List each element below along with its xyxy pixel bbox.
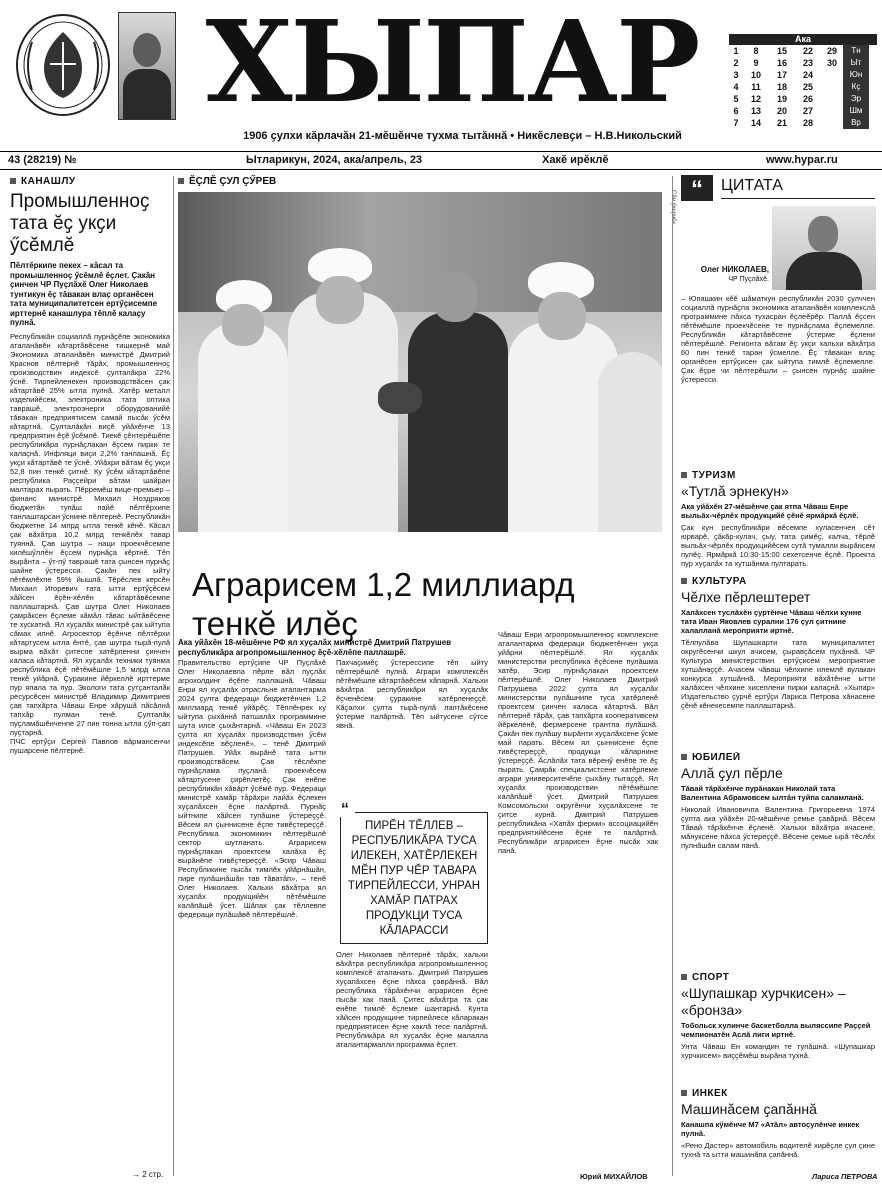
calendar-day: 4 [733,82,739,92]
emblem-crest-icon [14,12,112,118]
calendar-day: 12 [750,94,761,104]
tourism-body: Ҫак кун республикӑри вӗсемпе хуласенчен сӗт юрварӗ, ҫӑкӑр-кулач, ҫыу, тата ҫимӗҫ, калча, тӗрлӗ выльӑх-чӗрлӗх продукцийӗсем сутӑ тумалли вырӑнсем пулӗҫ. Ярмӑркӑ 10:30-15:00 сехетсенче ӗҫлӗ. Проекта пур хуҫалӑх та хутшӑнма пултарать. [681,523,875,568]
tourism-lead: Ака уйӑхӗн 27-мӗшӗнче ҫак ятпа Чӑваш Енре выльӑх-чӗрлӗх продукцийӗ ҫӗнӗ ярмӑркӑ ӗҫлӗ. [681,502,859,520]
rubric-label: ӖҪЛӖ ҪУЛ ҪӲРЕВ [189,176,277,187]
article-tourism [681,470,875,570]
calendar-day: 1 [733,46,739,56]
founding-line: 1906 ҫулхи кӑрлачӑн 21-мӗшӗнче тухма тытӑннӑ • Никӗслевҫи – Н.В.Никольский [243,130,682,142]
photo-credit: Сӑн ӳкерчӗк [670,190,676,224]
article-jubilee [681,752,875,972]
article-sport [681,972,875,1092]
calendar-day: 7 [733,118,739,128]
calendar-day: 30 [826,58,837,68]
main-body-3: Чӑваш Енри агропромышленноҫ комплексне аталантарма федераци бюджетӗнчен укҫа уйӑрни пӗлтерӗшлӗ. Ял хуҫалӑх министерстви республика ӗҫӗсене пулӑшма хатӗр. Эсир пурнӑҫлакан проектсем пӗлтерӗшлӗ. Олег Николаев Дмитрий Патрушева 2022 ҫулта ял хуҫалӑх министерстви пулӑшнипе туса хатӗрленӗ проектсем ҫинчен каласа кӑтартнӑ. Вӑл пӗлтернӗ тӑрӑх, ҫав тапхӑрта кооперативсем йӗркеленӗ, фермерсене грантпа пулӑшнӑ. Ҫакӑн пек пулӑшу вырӑнти хуҫалӑхсене ӳсме май парать. Вӗсем ял ҫыннисене ӗҫпе тивӗҫтереҫҫӗ, продукци кӑларнине ӳстереҫҫӗ. Ӑслӑлӑх тата вӗренӳ енӗпе те ӗҫ пырать. Ҫамрӑк специалистсене хатӗрлеме аграри университечӗпе ҫыхӑну тытаҫҫӗ. Ял хуҫалӑх производствин пӗтӗмӗшле калӑпӑшӗ ӳсет. Дмитрий Патрушев Комсомольски округӗнчи хуҫалӑхсене те ҫитсе курнӑ. Дмитрий Патрушев республикӑна «Хапӑх ферми» ассоциацийӗн предприятийӗсене ӗҫне те палӑртнӑ. Республикӑри аграрисен ӗҫне пысӑк хак панӑ. [498,630,658,855]
rubric-marker-icon [178,178,184,184]
culture-body: Тӗлпулӑва Шупашкарти тата муниципалитет округӗсенчи шкул ачисем, ҫыравҫӑсем пухӑннӑ. ЧР Культура министерствин ертӳҫисем мероприятие хутшӑнаҫҫӗ. Ачасем чӑваш чӗлхипе илемлӗ вулакан конкурса хутшӑннӑ. Мероприяти вӑхӑтӗнче ытти халӑхсен чӗлхине хисеплени пирки калаҫнӑ. «Хыпар» Издательство ҫурчӗ ертӳҫи Лариса Петрова хӑнасене ҫӗнӗ кӗнекесемпе паллаштарнӑ. [681,638,875,710]
jubilee-headline: Аллӑ ҫул пӗрле [681,765,783,781]
left-continued: ПЧС ертӳҫи Сергей Павлов вӑрмансенчи пушарсене пӗлтернӗ. [10,736,170,755]
main-column-2b [336,950,488,1170]
quote-mark-icon: “ [335,803,355,817]
calendar-day: 15 [776,46,787,56]
price-label: Хакӗ ирӗклӗ [542,154,609,166]
calendar-day [821,117,843,129]
culture-headline: Чӗлхе пӗрлештерет [681,589,811,605]
calendar-day: 6 [733,106,739,116]
main-lead: Ака уйӑхӗн 18-мӗшӗнче РФ ял хуҫалӑх министрӗ Дмитрий Патрушев республикӑра агропромышленноҫ ӗҫӗ-хӗлӗпе паллашрӗ. [178,638,452,657]
jubilee-lead: Тӑвай тӑрӑхӗнче пурӑнакан Николай тата Валентина Абрамовсем ылтӑн туйпа саламланӑ. [681,784,864,802]
calendar-day: 16 [776,58,787,68]
calendar-weekday: Кҫ [843,81,869,93]
pull-quote-text: ПИРӖН ТӖЛЛЕВ – РЕСПУБЛИКӐРА ТУСА ИЛЕКЕН, ХАТӖРЛЕКЕН МӖН ПУР ЧӖР ТАВАРА ТИРПЕЙЛЕССИ, УНРАН ХАМӐР ПАТРАХ ПРОДУКЦИ ТУСА КӐЛАРАССИ [347,820,481,937]
culture-lead: Халӑхсен туслӑхӗн ҫуртӗнче Чӑваш чӗлхи кунне тата Иван Яковлев сурални 176 ҫул ҫитнине халалланӑ мероприяти иртнӗ. [681,608,862,635]
rubric-marker-icon [681,1090,687,1096]
calendar-day: 19 [776,94,787,104]
calendar-day: 20 [776,106,787,116]
calendar-day: 18 [776,82,787,92]
calendar-day [821,105,843,117]
calendar-day: 27 [802,106,813,116]
calendar-weekday: Ыт [843,57,869,69]
calendar-day: 8 [753,46,759,56]
main-body-1: Правительство ертӳҫипе ЧР Пуҫлӑхӗ Олег Николаевпа пӗрле вӑл пуҫлӑх агрохолдинг ӗҫӗпе паллашнӑ. Чӑваш Енри ял хуҫалӑх отрасльне аталантарма 2024 ҫулта федераци бюджетӗнчен 1,2 миллиард тенкӗ уйӑрӗҫ. Тӗплӗнрех ку ыйтупа ҫыхӑннӑ патшалӑх программине шута илсе ҫыхӑнтарнӑ. «Чӑваш Ен 2023 ҫулта ял хуҫалӑх производствин ӳсӗм индексӗпе вӗҫленӗ», – тенӗ Дмитрий Патрушев. Уйӑх вырӑнӗ тата ытти производствӑсем. Ҫав тӗслӗхпе пурнӑҫлама пуҫланӑ проекчӗсем кӑтартусене ҫирӗплетӗҫ. Ҫак енӗпе республикӑн хӑвӑрт ӳсӗмӗ пур. Федераци министрӗ хамӑр тӑрӑхри лайӑх ӗҫлекен хуҫалӑхсен ӗҫне палӑртнӑ. Пурнӑҫ ыйтнипе хӑйсен тупӑшне ӳстереҫҫӗ. Вӗсем ял ҫыннисене ӗҫпе тивӗҫтереҫҫӗ. Республика экономикин пӗлтерӗшлӗ сектор шутланать. Аграрисем пурнӑҫлакан проектсем халӑха ӗҫ вырӑнӗпе тивӗҫтереҫҫӗ. «Эсир Чӑваш Республикине пысӑк тимлӗх уйӑрнӑшӑн, пире пулӑшнӑшӑн тав тӑватӑп», – тенӗ Олег Николаев. Хальхи вӑхӑтра ял хуҫалӑх продукцийӗн пӗтӗмӗшле калӑпӑшӗ ӳсет. Шӑпах ҫак тӗллевпе федераци пулӑшӑвӗ пӗлтерӗшлӗ. [178,658,326,919]
calendar-day: 24 [802,70,813,80]
sport-headline: «Шупашкар хурчкисен» – «бронза» [681,985,846,1018]
calendar-day: 5 [733,94,739,104]
rubric-label: ТУРИЗМ [692,470,736,481]
article-incident [681,1088,875,1168]
rubric-label: КУЛЬТУРА [692,576,747,587]
calendar-day: 17 [776,70,787,80]
rubric-label: СПОРТ [692,972,730,983]
issue-date: Ытларикун, 2024, ака/апрель, 23 [246,154,423,166]
calendar-day: 10 [750,70,761,80]
quote-position: ЧР Пуҫлӑхӗ. [728,276,769,283]
calendar-day [821,93,843,105]
calendar-day: 2 [733,58,739,68]
calendar-day: 14 [750,118,761,128]
quote-text: – Юпашкин кӗӗ шӑматкун республикӑн 2030 ҫулччен социаллӑ пурнӑҫпа экономика аталанӑвӗн комплекслӑ программине пӑхса тухасран ӗҫлеӗрӗр. Паллӑ ӗҫсен пӗтӗмӗшле проекчӗсене те пурнӑҫлама ӗҫлемелле. Республикӑн кӑтартӑвӗсене ӳстерме ӗҫлени пӗлтерӗшлӗ. Регионта вӑтам ӗҫ укҫи хальхи вӑхӑтра 60 пин тенкӗ таран ӳсмелле. Ӗҫ тӑвакан влаҫ органӗсен ертӳҫисен ҫак ыйтупа тимлӗ ӗҫлемелле. Ҫак ӗҫре чи пӗлтерӗшли – ҫынсен пурнӑҫ шайне ӳстересси. [681,294,875,384]
quote-name: Олег НИКОЛАЕВ, [700,265,769,274]
calendar-day: 26 [802,94,813,104]
right-author: Лариса ПЕТРОВА [812,1172,878,1181]
calendar-weekday: Тн [843,45,869,57]
issue-number: 43 (28219) № [8,154,77,166]
rubric-marker-icon [10,178,16,184]
rubric-marker-icon [681,578,687,584]
main-body-2: Пахчаҫимӗҫ ӳстерессипе тӗп ыйту пӗлтерӗшлӗ пулнӑ. Аграри комплексӗн пӗтӗмӗшле кӑтартӑвӗсем хӑпарнӑ. Хальхи вӑхӑтра республикӑри ял хуҫалӑх ӗҫченӗсем ҫуракине хатӗрленеҫҫӗ. Кӑҫалхи ҫулта тырӑ-пулӑ лаптӑкӗсене ӳстерме палӑртнӑ. Тӗп ыйтусене сӳтсе явнӑ. [336,658,488,730]
column-divider [672,176,673,1176]
calendar-day: 13 [750,106,761,116]
rubric-marker-icon [681,974,687,980]
calendar-weekday: Шм [843,105,869,117]
newspaper-title: ХЫПАР [205,0,699,128]
rubric-label: ИНКЕК [692,1088,728,1099]
issue-info-bar [0,151,882,170]
quote-text-block [681,294,875,459]
article-culture [681,576,875,746]
calendar-day [821,69,843,81]
rubric-label: ЮБИЛЕЙ [692,752,741,763]
continued-reference[interactable]: → 2 стр. [132,1170,164,1179]
incident-lead: Канашпа кӳмӗнче М7 «Атӑл» автоҫулӗнче инкек пулнӑ. [681,1120,860,1138]
main-body-2b: Олег Николаев пӗлтернӗ тӑрӑх, хальхи вӑхӑтра республикӑра агропромышленноҫ комплексӗ аталанать. Дмитрий Патрушев хуҫалӑхсен ӗҫне пӑхса ҫаврӑннӑ. Вӑл республика тӑрӑхӗнчи аграрисен ӗҫне пысӑк хак панӑ. Ҫитес вӑхӑтра та ҫак енӗпе тимлӗ ӗҫлеме шантарнӑ. Кунта хӑйсен продукцине тирпейлесе кӑларакан предприятисен ӗҫне хаклӑ тесе палӑртнӑ. Республикӑра ял хуҫалӑх ӗҫне малалла аталантармалли программа ӗҫлет. [336,950,488,1049]
calendar-month: Ака [729,34,877,45]
calendar-day: 3 [733,70,739,80]
main-headline: Аграрисем 1,2 миллиард тенкӗ илӗҫ [192,566,575,643]
rubric-marker-icon [681,754,687,760]
quote-icon: “ [681,175,713,201]
incident-body: «Рено Дастер» автомобиль водителӗ хирӗҫле ҫул ҫине тухнӑ та ытти машинӑпа ҫапӑннӑ. [681,1141,875,1159]
main-column-1 [178,658,326,1170]
pull-quote [340,801,488,944]
main-author: Юрий МИХАЙЛОВ [580,1172,648,1181]
calendar-day: 29 [826,46,837,56]
main-photo [178,192,662,532]
rubric-marker-icon [681,472,687,478]
calendar [729,34,877,130]
sport-lead: Тобольск хулинче баскетболла выляссипе Раҫҫей чемпионатӗн Аслӑ лиги иртнӗ. [681,1021,871,1039]
quote-header [681,175,875,203]
incident-headline: Машинӑсем ҫапӑннӑ [681,1101,817,1117]
website-link[interactable]: www.hypar.ru [766,154,838,166]
calendar-weekday: Эр [843,93,869,105]
jubilee-body: Николай Ивановичпа Валентина Григорьевна 1974 ҫулта ака уйӑхӗн 20-мӗшӗнче ҫемье ҫавӑрнӑ. Вӗсем Тӑвай тӑрӑхӗнче ӗҫленӗ. Хальхи вӑхӑтра ачасене, мӑнуксене пӑхса ӳстереҫҫӗ. Вӗсене ҫемье ырӑ тӗслӗх пулнӑшӑн салам панӑ. [681,805,875,850]
calendar-day: 22 [802,46,813,56]
main-column-2 [336,658,488,806]
tourism-headline: «Тутлӑ эрнекун» [681,483,789,499]
calendar-weekday: Юн [843,69,869,81]
calendar-grid [729,45,877,129]
rubric-label: КАНАШЛУ [21,176,76,187]
calendar-day: 9 [753,58,759,68]
calendar-weekday: Вр [843,117,869,129]
column-divider [173,176,174,1176]
left-headline: Промышленноҫ тата ӗҫ укҫи ӳсӗмлӗ [10,191,150,256]
founder-portrait [118,12,176,120]
main-column-3 [498,630,658,1170]
calendar-day: 11 [751,82,761,92]
left-body: Республикӑн социаллӑ пурнӑҫӗпе экономика аталанӑвӗн кӑтартӑвӗсене тишкернӗ май Экономика аталанӑвӗн министрӗ Дмитрий Краснов пӗлтернӗ тӑрӑх, промышленноҫ производствин индексӗ ҫулталӑкра 22% ӳснӗ. Тирпейленекен производствӑсен ҫак кӑтартӑвӗ 25% ытла пулнӑ. Хатӗр металл изделийӗсем, электроника тата оптика таврашӗ, электроэнерги оборудованийӗ тӑвакан предприятисем самай пысӑк ӳсӗм кӑтартнӑ. Ҫулталӑкӑн виҫӗ уйӑхӗнче 13 предприятин ӗҫӗ ӳсӗмлӗ. Тиекӗ ҫӗнтерӗшӗпе республикӑра пурнӑҫлакан ӗҫсем пирки те калаҫнӑ. Инфляци виҫи 2,2% танлашнӑ. Ӗҫ укҫи кӑтартӑвӗ те ӳснӗ. Уйӑхри вӑтам ӗҫ укҫи 52,8 пин тенкӗ ҫитнӗ. Ку ӳсӗм кӑтартӑвӗпе республика Раҫҫейри вӑтам шайран малтарах пырать. Пӗрремӗш вице-премьер – финанс министрӗ Михаил Ноздряков бюджетӑн тупӑш пайӗ пӗлтӗрхипе танлаштарсан ӳснине пӗлтернӗ. Республикӑн бюджетне 14 млрд ытла тенкӗ кӗнӗ. Кӑсал ҫак вӑхӑтра 10,2 млрд тенкӗлӗх тавар туяннӑ. Ҫав шутра – наци проекчӗсемпе килӗшӳллӗн ӗҫсем пурнӑҫа кӗртнӗ. Тӗп вырӑнта – ӳт-пӳ таврашӗ тата ҫынсен пурнӑҫ шайне ӳстересси. Ҫакӑн пек ыйту пӗтӗмлӗхпе 59% йышлӑ. Тӗрӗслев керсӗн Михаил Игоревич тата ытти ертӳҫӗсем хӑйсен ӗҫӗн-хӗлӗн кӑтартӑвӗсемпе паллаштарнӑ. Ҫав шутра Олег Николаев ҫамрӑксен ӗҫлеме кӑмӑл тӑвас ыйтӑвӗсене те хускатнӑ. Ял хуҫалӑх министрӗ ҫак ыйтупа сӑмах илнӗ. Агросектор ӗҫӗнче пӗлтӗрхи кӑтартусем ытла ӗнтӗ, ҫав шутра тырӑ-пулӑ вырма вӑхӑт ҫитеспе хатӗрленни ҫинчен каласа кӑтартнӑ. Ял хуҫалӑх техники туянма республика ӗҫӗ пӗтӗмӗшле 1,5 млрд ытла тенкӗ уйӑрнӑ. Ҫуракине йӗркеллӗ ирттерме пур япала та пур. Экологи тата ҫутҫанталӑк ресурсӗсен министрӗ Владимир Димитриев ҫав тапхӑрта Чӑваш Енре хӑрушӑ пӑсӑлнӑ тапхӑр пулман тенӗ. Ҫулталӑк пуҫламӑшӗнченпе 27 пин тонна ытла ҫӳп-ҫап пуҫтарнӑ. [10,331,170,737]
calendar-day: 28 [802,118,813,128]
calendar-day: 25 [802,82,813,92]
sport-body: Унта Чӑваш Ен командин те тупӑшнӑ. «Шупашкар хурчкисем» виҫҫӗмӗш вырӑна тухнӑ. [681,1042,875,1060]
quote-portrait [772,206,876,290]
calendar-day: 23 [802,58,813,68]
article-left [10,176,170,1182]
calendar-day [821,81,843,93]
calendar-day: 21 [776,118,787,128]
quote-title: ЦИТАТА [721,177,783,194]
left-lead: Пӗлтӗркипе пекех – кӑсал та промышленноҫ ӳсӗмлӗ ӗҫлет. Ҫакӑн ҫинчен ЧР Пуҫлӑхӗ Олег Николаев тунтикун ӗҫ тӑвакан влаҫ органӗсен тата муниципалитетсен ертӳҫисемпе ирттернӗ канашлура тӗплӗ калаҫу пулнӑ. [10,261,158,327]
